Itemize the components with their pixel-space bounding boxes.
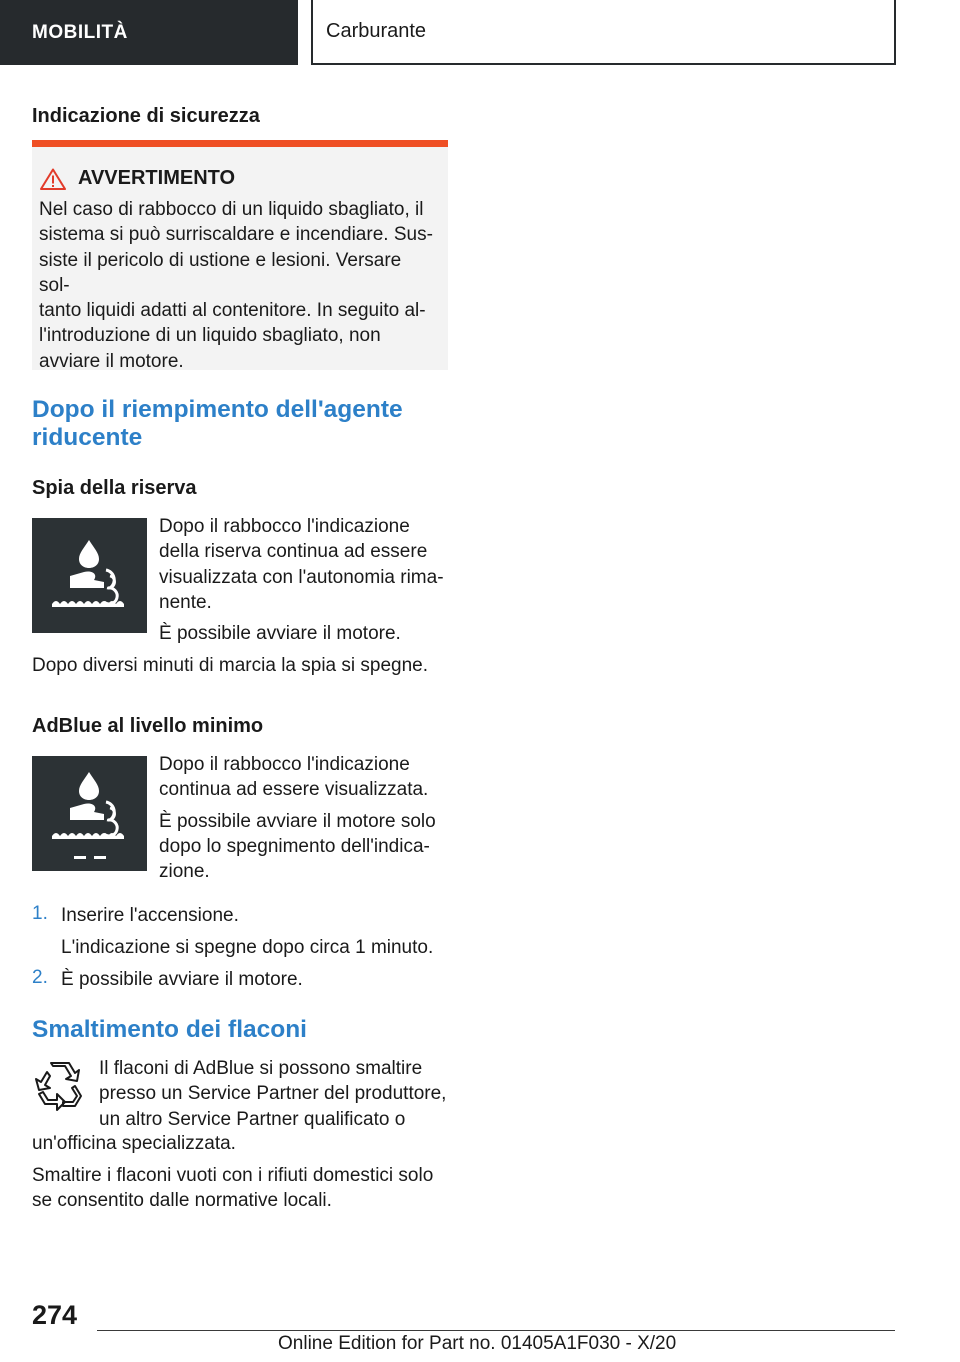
minimum-line: zione. bbox=[159, 861, 210, 883]
disposal-description bbox=[99, 1056, 451, 1132]
warning-line: siste il pericolo di ustione e lesioni. Versare sol- bbox=[39, 249, 402, 296]
disposal-line: presso un Service Partner del produttore, bbox=[99, 1083, 447, 1105]
disposal-line: un altro Service Partner qualificato o bbox=[99, 1108, 406, 1130]
minimum-line: È possibile avviare il motore solo bbox=[159, 810, 436, 832]
disposal-line: un'officina specializzata. bbox=[32, 1133, 236, 1154]
footer-rule bbox=[97, 1330, 895, 1331]
safety-section bbox=[32, 105, 448, 128]
header-section-label: MOBILITÀ bbox=[32, 21, 128, 43]
warning-text bbox=[39, 197, 434, 374]
reserve-off-note: Dopo diversi minuti di marcia la spia si spegne. bbox=[32, 655, 429, 676]
step-subtext: L'indicazione si spegne dopo circa 1 minuto. bbox=[61, 937, 434, 958]
disposal-heading bbox=[32, 1016, 448, 1044]
disposal-line: Il flaconi di AdBlue si possono smaltire bbox=[99, 1058, 423, 1079]
minimum-description bbox=[159, 752, 449, 884]
reserve-start-note: È possibile avviare il motore. bbox=[159, 623, 401, 645]
reserve-description bbox=[159, 514, 449, 646]
safety-title: Indicazione di sicurezza bbox=[32, 105, 260, 127]
reserve-title: Spia della riserva bbox=[32, 477, 197, 499]
step-number: 1. bbox=[32, 903, 48, 924]
after-fill-heading bbox=[32, 396, 448, 452]
warning-triangle-icon bbox=[40, 168, 66, 190]
minimum-title-block bbox=[32, 715, 448, 738]
warning-header bbox=[40, 167, 434, 190]
warning-line: avviare il motore. bbox=[39, 350, 184, 372]
warning-line: tanto liquidi adatti al contenitore. In seguito al- bbox=[39, 300, 426, 322]
disposal-note-line: Smaltire i flaconi vuoti con i rifiuti domestici solo bbox=[32, 1165, 434, 1186]
adblue-reserve-icon bbox=[32, 518, 147, 633]
header-chapter-tab bbox=[311, 0, 896, 65]
page-number: 274 bbox=[32, 1300, 78, 1330]
reserve-title-block bbox=[32, 477, 448, 500]
warning-line: Nel caso di rabbocco di un liquido sbagliato, il bbox=[39, 199, 424, 220]
step-number: 2. bbox=[32, 967, 48, 988]
warning-box bbox=[32, 140, 448, 370]
warning-line: l'introduzione di un liquido sbagliato, non bbox=[39, 325, 381, 347]
reserve-line: visualizzata con l'autonomia rima- bbox=[159, 566, 444, 588]
adblue-minimum-icon bbox=[32, 756, 147, 871]
minimum-line: Dopo il rabbocco l'indicazione bbox=[159, 754, 410, 775]
header-chapter-label: Carburante bbox=[326, 20, 427, 42]
warning-label: AVVERTIMENTO bbox=[78, 167, 236, 189]
reserve-line: nente. bbox=[159, 591, 212, 613]
recycle-icon bbox=[33, 1060, 85, 1112]
step-text: È possibile avviare il motore. bbox=[61, 969, 303, 990]
after-fill-title-line: Dopo il riempimento dell'agente bbox=[32, 396, 403, 423]
reserve-line: della riserva continua ad essere bbox=[159, 541, 428, 563]
disposal-note-line: se consentito dalle normative locali. bbox=[32, 1190, 332, 1212]
minimum-line: continua ad essere visualizzata. bbox=[159, 779, 429, 801]
disposal-note bbox=[32, 1163, 462, 1214]
edition-label: Online Edition for Part no. 01405A1F030 - X/20 bbox=[278, 1333, 677, 1354]
step-text: Inserire l'accensione. bbox=[61, 905, 239, 926]
minimum-line: dopo lo spegnimento dell'indica- bbox=[159, 835, 430, 857]
disposal-title: Smaltimento dei flaconi bbox=[32, 1016, 307, 1043]
warning-line: sistema si può surriscaldare e incendiare. Sus- bbox=[39, 224, 433, 246]
header-section-tab bbox=[0, 0, 298, 65]
minimum-title: AdBlue al livello minimo bbox=[32, 715, 264, 737]
reserve-line: Dopo il rabbocco l'indicazione bbox=[159, 516, 410, 537]
after-fill-title-line: riducente bbox=[32, 424, 143, 451]
